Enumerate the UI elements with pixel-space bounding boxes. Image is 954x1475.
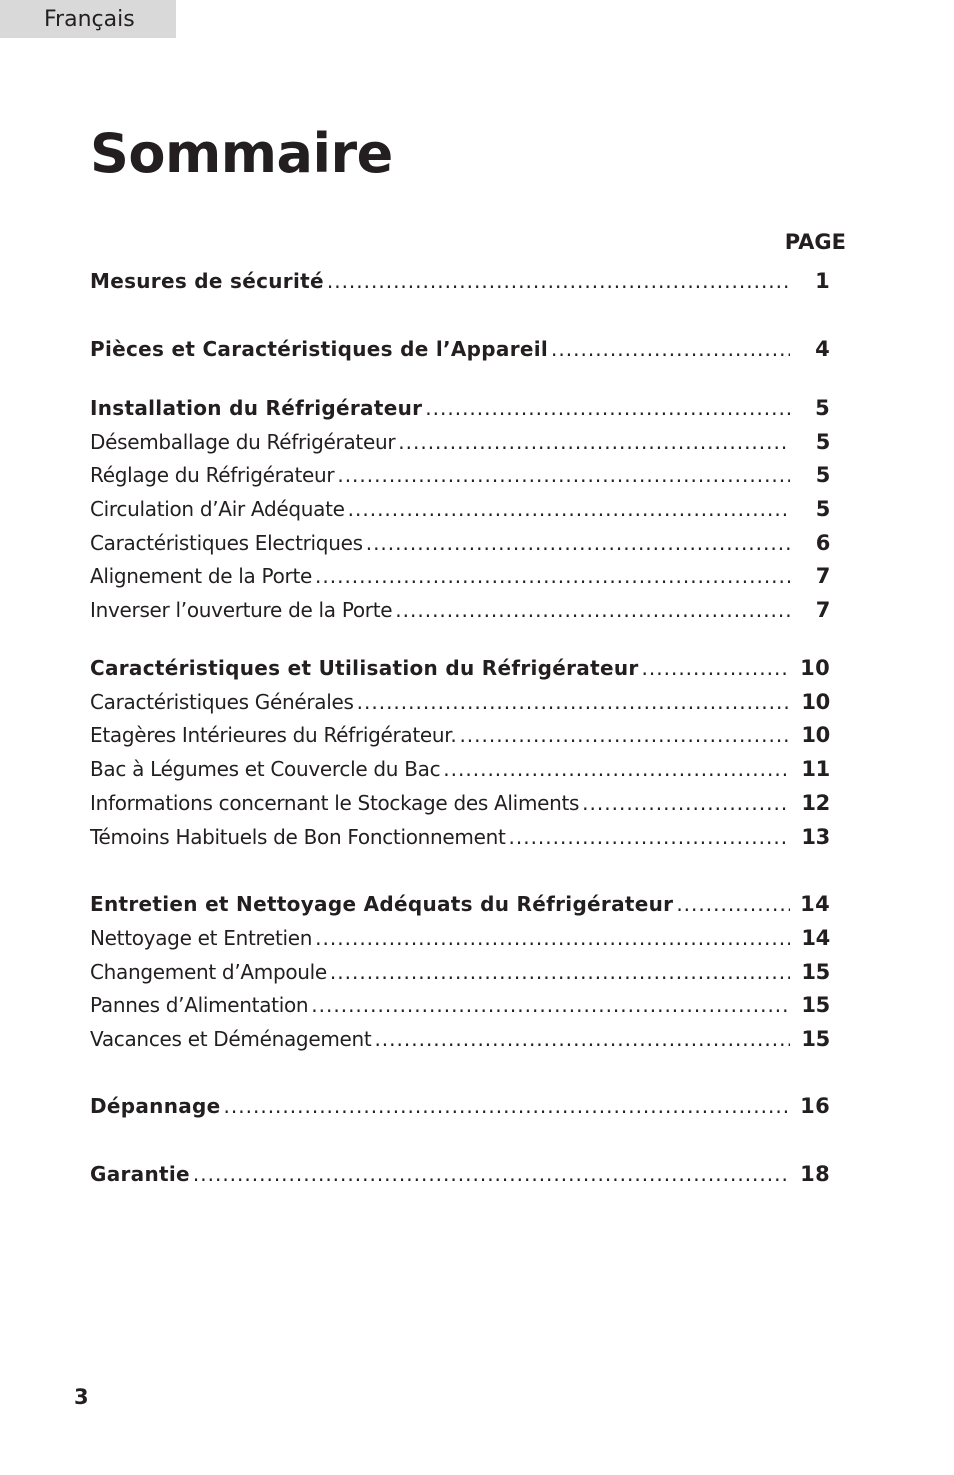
toc-entry-page: 4 bbox=[815, 337, 830, 361]
toc-entry-page: 6 bbox=[815, 531, 830, 555]
toc-entry-air-circulation[interactable] bbox=[90, 494, 830, 524]
toc-entry-label: Caractéristiques Générales bbox=[90, 690, 354, 714]
toc-entry-normal-operation[interactable] bbox=[90, 822, 830, 852]
toc-entry-label: Circulation d’Air Adéquate bbox=[90, 497, 345, 521]
toc-leader-dots bbox=[330, 957, 790, 987]
toc-leader-dots bbox=[395, 595, 790, 625]
toc-leader-dots bbox=[443, 754, 790, 784]
toc-entry-page: 14 bbox=[800, 892, 830, 916]
toc-entry-label: Désemballage du Réfrigérateur bbox=[90, 430, 396, 454]
toc-leader-dots bbox=[582, 788, 790, 818]
toc-entry-page: 10 bbox=[801, 723, 830, 747]
toc-leader-dots bbox=[459, 720, 790, 750]
toc-entry-label: Nettoyage et Entretien bbox=[90, 926, 313, 950]
toc-entry-unpacking[interactable] bbox=[90, 427, 830, 457]
toc-entry-label: Dépannage bbox=[90, 1094, 221, 1118]
toc-entry-food-storage[interactable] bbox=[90, 788, 830, 818]
toc-entry-crisper[interactable] bbox=[90, 754, 830, 784]
toc-entry-page: 5 bbox=[815, 396, 830, 420]
toc-entry-page: 14 bbox=[801, 926, 830, 950]
toc-entry-page: 5 bbox=[815, 497, 830, 521]
toc-entry-power-failure[interactable] bbox=[90, 990, 830, 1020]
toc-entry-page: 18 bbox=[800, 1162, 830, 1186]
toc-leader-dots bbox=[398, 427, 790, 457]
toc-entry-troubleshooting[interactable] bbox=[90, 1091, 830, 1121]
toc-page-column-header: PAGE bbox=[784, 230, 846, 254]
toc-leader-dots bbox=[337, 460, 790, 490]
toc-entry-label: Caractéristiques et Utilisation du Réfrigérateur bbox=[90, 656, 639, 680]
toc-leader-dots bbox=[425, 393, 790, 423]
toc-entry-page: 1 bbox=[815, 269, 830, 293]
language-tab: Français bbox=[0, 0, 176, 38]
toc-entry-page: 15 bbox=[801, 960, 830, 984]
page-title: Sommaire bbox=[90, 122, 393, 185]
toc-leader-dots bbox=[551, 334, 790, 364]
toc-entry-door-alignment[interactable] bbox=[90, 561, 830, 591]
toc-leader-dots bbox=[315, 561, 790, 591]
toc-leader-dots bbox=[315, 923, 790, 953]
toc-entry-safety[interactable] bbox=[90, 266, 830, 296]
toc-entry-light-bulb[interactable] bbox=[90, 957, 830, 987]
toc-entry-care-cleaning[interactable] bbox=[90, 889, 830, 919]
toc-entry-electrical[interactable] bbox=[90, 528, 830, 558]
toc-leader-dots bbox=[357, 687, 790, 717]
toc-leader-dots bbox=[676, 889, 790, 919]
toc-entry-label: Installation du Réfrigérateur bbox=[90, 396, 423, 420]
toc-entry-label: Etagères Intérieures du Réfrigérateur. bbox=[90, 723, 457, 747]
toc-leader-dots bbox=[327, 266, 790, 296]
toc-entry-label: Informations concernant le Stockage des Aliments bbox=[90, 791, 580, 815]
toc-entry-label: Inverser l’ouverture de la Porte bbox=[90, 598, 393, 622]
toc-leader-dots bbox=[193, 1159, 790, 1189]
toc-entry-label: Témoins Habituels de Bon Fonctionnement bbox=[90, 825, 506, 849]
toc-entry-cleaning[interactable] bbox=[90, 923, 830, 953]
toc-entry-installation[interactable] bbox=[90, 393, 830, 423]
toc-entry-label: Bac à Légumes et Couvercle du Bac bbox=[90, 757, 441, 781]
toc-entry-label: Changement d’Ampoule bbox=[90, 960, 327, 984]
toc-leader-dots bbox=[374, 1024, 790, 1054]
toc-entry-leveling[interactable] bbox=[90, 460, 830, 490]
toc-entry-page: 10 bbox=[801, 690, 830, 714]
toc-entry-label: Caractéristiques Electriques bbox=[90, 531, 363, 555]
toc-leader-dots bbox=[509, 822, 791, 852]
toc-entry-page: 16 bbox=[800, 1094, 830, 1118]
toc-entry-label: Mesures de sécurité bbox=[90, 269, 324, 293]
toc-entry-page: 10 bbox=[800, 656, 830, 680]
toc-entry-label: Entretien et Nettoyage Adéquats du Réfrigérateur bbox=[90, 892, 674, 916]
toc-leader-dots bbox=[366, 528, 790, 558]
toc-entry-page: 15 bbox=[801, 993, 830, 1017]
toc-entry-page: 13 bbox=[801, 825, 830, 849]
toc-entry-vacation-moving[interactable] bbox=[90, 1024, 830, 1054]
toc-entry-label: Réglage du Réfrigérateur bbox=[90, 463, 335, 487]
toc-entry-shelves[interactable] bbox=[90, 720, 830, 750]
toc-leader-dots bbox=[642, 653, 790, 683]
toc-entry-label: Pannes d’Alimentation bbox=[90, 993, 309, 1017]
toc-entry-general-features[interactable] bbox=[90, 687, 830, 717]
toc-entry-page: 15 bbox=[801, 1027, 830, 1051]
toc-entry-page: 7 bbox=[815, 564, 830, 588]
toc-entry-page: 5 bbox=[815, 430, 830, 454]
page-number: 3 bbox=[74, 1385, 89, 1409]
toc-entry-page: 5 bbox=[815, 463, 830, 487]
toc-entry-page: 7 bbox=[815, 598, 830, 622]
toc-entry-warranty[interactable] bbox=[90, 1159, 830, 1189]
toc-entry-parts-features[interactable] bbox=[90, 334, 830, 364]
toc-leader-dots bbox=[224, 1091, 790, 1121]
toc-entry-label: Pièces et Caractéristiques de l’Appareil bbox=[90, 337, 549, 361]
toc-entry-label: Garantie bbox=[90, 1162, 190, 1186]
toc-entry-page: 12 bbox=[801, 791, 830, 815]
toc-entry-label: Alignement de la Porte bbox=[90, 564, 313, 588]
toc-leader-dots bbox=[311, 990, 790, 1020]
toc-entry-page: 11 bbox=[801, 757, 830, 781]
toc-entry-door-reversal[interactable] bbox=[90, 595, 830, 625]
toc-entry-label: Vacances et Déménagement bbox=[90, 1027, 372, 1051]
toc-leader-dots bbox=[348, 494, 790, 524]
toc-entry-features-use[interactable] bbox=[90, 653, 830, 683]
